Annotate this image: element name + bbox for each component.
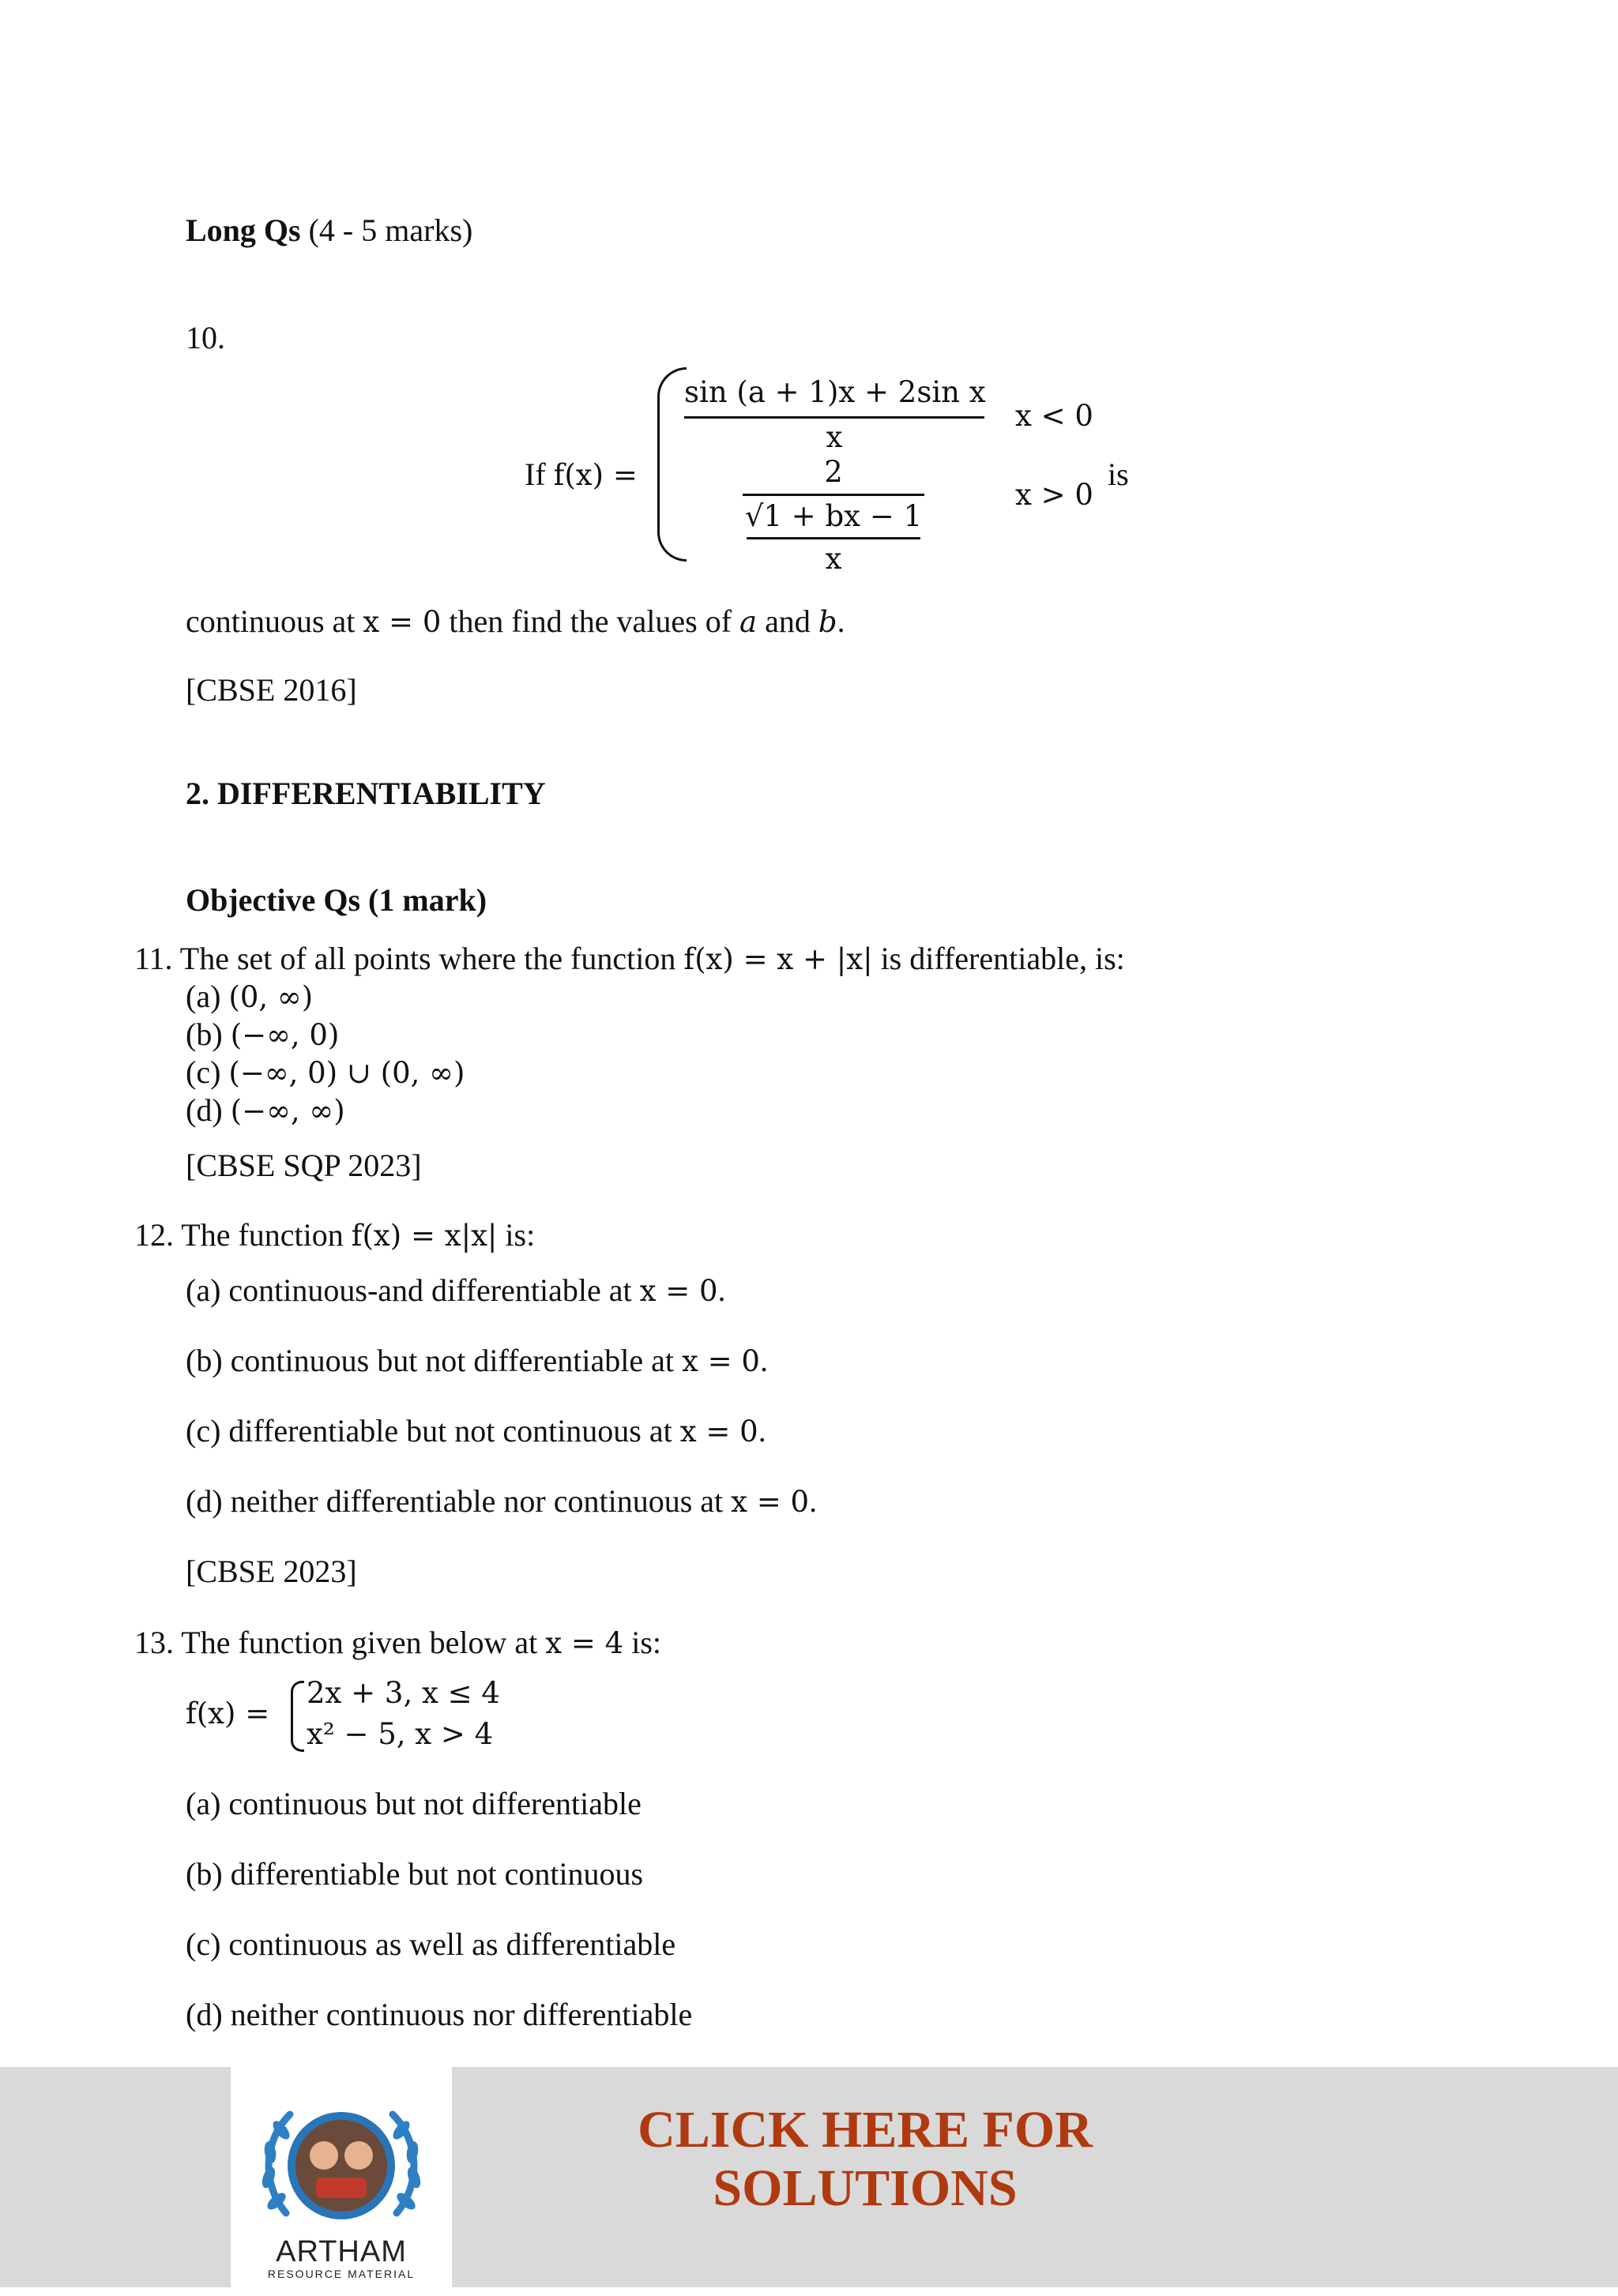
q10-continuation [186,603,845,641]
q10-number: 10. [186,320,225,355]
q13-fx: f(x) = [186,1697,270,1730]
q12-option-d [186,1482,817,1520]
q13-stem [134,1624,661,1662]
q10-is: is [1108,457,1129,492]
option-math: (−∞, ∞) [230,1094,345,1128]
option-text: (c) differentiable but not continuous at [186,1413,680,1449]
q10-case1-condition: x < 0 [1015,399,1093,433]
option-text: (a) continuous-and differentiable at [186,1272,640,1308]
option-label: (b) [186,1016,231,1052]
q10-prefix: If [525,457,554,492]
q10-case1-numerator: sin (a + 1)x + 2sin x [684,375,986,409]
q13-text-a: The function given below at [181,1625,546,1660]
artham-logo [231,2067,452,2287]
q10-fx: f(x) = [553,458,638,492]
q10-brace [657,367,687,562]
option-math: (−∞, 0) ∪ (0, ∞) [228,1056,465,1090]
q10-cont-math: x = 0 [363,605,442,639]
q11-text-b: is differentiable, is: [872,941,1125,976]
q13-option-c: (c) continuous as well as differentiable [186,1926,676,1962]
q11-text-a: The set of all points where the function [179,941,684,976]
q11-math: f(x) = x + |x| [683,942,873,976]
option-end: . [758,1413,766,1449]
q13-option-d: (d) neither continuous nor differentiable [186,1997,693,2032]
solutions-link[interactable] [553,2101,1177,2218]
q10-cont-text2: then find the values of [441,603,740,639]
logo-name: ARTHAM [276,2235,407,2268]
q10-case2-numerator: 2 [824,455,843,489]
option-math: x = 0 [639,1274,718,1308]
option-math: x = 0 [731,1485,810,1519]
q13-case2: x² − 5, x > 4 [307,1717,494,1751]
q10-var-b: b [818,605,837,639]
q12-number: 12. [134,1217,174,1253]
q10-source: [CBSE 2016] [186,672,357,708]
q10-case2-condition: x > 0 [1015,478,1093,512]
option-text: (d) neither differentiable nor continuous at [186,1483,732,1519]
option-end: . [717,1272,726,1308]
objective-heading: Objective Qs (1 mark) [186,882,487,918]
q10-if-fx [525,456,638,494]
q10-case1-denominator: x [826,420,843,454]
option-label: (c) [186,1054,229,1090]
cta-line-1: CLICK HERE FOR [638,2101,1093,2159]
q11-option-d [186,1092,345,1129]
q10-var-a: a [739,605,758,639]
q12-option-a [186,1272,726,1310]
q12-option-c [186,1412,766,1450]
q10-cont-text1: continuous at [186,603,363,639]
q11-stem [134,940,1125,978]
q11-source: [CBSE SQP 2023] [186,1148,422,1183]
q12-option-b [186,1342,768,1380]
q10-case2-inner: √1 + bx − 1 [744,499,923,533]
q13-option-a: (a) continuous but not differentiable [186,1786,642,1821]
heading-bold: Long Qs [186,212,301,248]
q10-dot: . [837,603,845,639]
q13-case1: 2x + 3, x ≤ 4 [307,1676,500,1710]
long-questions-heading [186,212,472,250]
q12-stem [134,1216,535,1254]
q13-text-b: is: [623,1625,661,1660]
logo-subtitle: RESOURCE MATERIAL [267,2268,416,2280]
heading-marks: (4 - 5 marks) [308,212,473,248]
section-title: 2. DIFFERENTIABILITY [186,776,546,811]
q13-math: x = 4 [545,1626,624,1660]
q12-source: [CBSE 2023] [186,1554,357,1589]
option-text: (b) continuous but not differentiable at [186,1343,682,1378]
q11-option-c [186,1054,465,1092]
q11-option-b [186,1016,339,1054]
option-label: (a) [186,979,229,1014]
option-math: x = 0 [679,1415,758,1449]
q10-and: and [757,603,818,639]
q13-option-b: (b) differentiable but not continuous [186,1856,644,1892]
q10-case2-denominator: x [825,542,842,576]
q10-case1-fraction-bar [684,416,984,419]
q10-case2-fraction-bar [743,494,924,496]
cta-line-2: SOLUTIONS [713,2159,1018,2217]
q12-math: f(x) = x|x| [351,1219,498,1253]
option-math: x = 0 [682,1344,760,1378]
option-math: (0, ∞) [228,980,314,1014]
q13-number: 13. [134,1625,174,1660]
q11-number: 11. [134,941,173,976]
option-math: (−∞, 0) [230,1018,340,1052]
q11-option-a [186,978,313,1016]
option-end: . [809,1483,818,1519]
q12-text-b: is: [497,1217,536,1253]
q10-case2-inner-bar [747,537,920,539]
q12-text-a: The function [181,1217,352,1253]
q13-brace [291,1681,304,1752]
option-label: (d) [186,1092,231,1128]
option-end: . [759,1343,768,1378]
